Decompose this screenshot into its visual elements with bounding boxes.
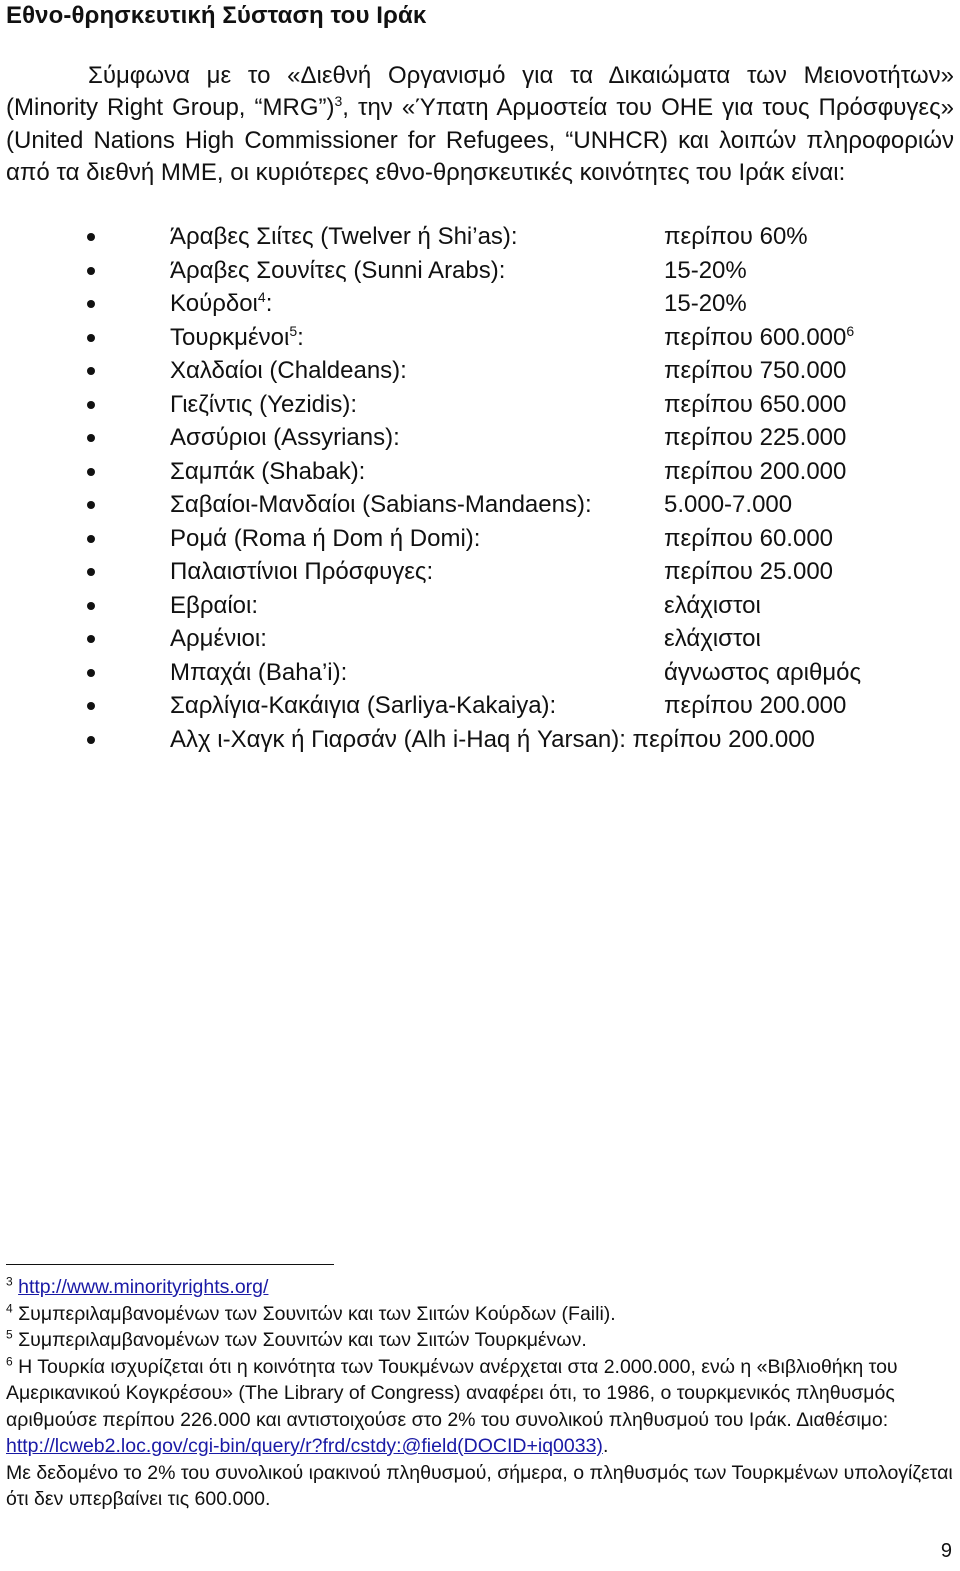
footnote-3 [6, 1274, 954, 1301]
group-name: Αλχ ι-Χαγκ ή Γιαρσάν (Alh i-Haq ή Yarsan): περίπου 200.000 [170, 725, 815, 753]
group-name: Σαρλίγια-Κακάιγια (Sarliya-Kakaiya): [170, 692, 557, 719]
footnote-4-text: Συμπεριλαμβανομένων των Σουνιτών και των Σιιτών Κούρδων (Faili). [18, 1302, 616, 1325]
footnotes [6, 1274, 954, 1513]
group-name: Χαλδαίοι (Chaldeans): [170, 357, 407, 384]
footnote-number: 3 [6, 1274, 13, 1289]
bullet-icon [87, 669, 95, 677]
groups-list [0, 220, 960, 756]
bullet-icon [87, 300, 95, 308]
footnote-3-link[interactable]: http://www.minorityrights.org/ [18, 1276, 269, 1298]
group-population: περίπου 200.000 [664, 457, 847, 485]
group-population: περίπου 60% [664, 223, 808, 250]
footnote-number: 5 [6, 1327, 13, 1342]
group-population: περίπου 25.000 [664, 558, 834, 585]
group-name: Σαβαίοι-Μανδαίοι (Sabians-Mandaens): [170, 491, 592, 518]
group-name: Κούρδοι$^4$: [170, 289, 273, 317]
bullet-icon [87, 501, 95, 509]
list-item [0, 287, 960, 321]
group-name: Εβραίοι: [170, 591, 259, 619]
bullet-icon [87, 434, 95, 442]
list-item [0, 321, 960, 355]
footnote-divider [6, 1264, 334, 1265]
footnote-number: 6 [6, 1354, 13, 1368]
intro-text-cont: , την «Ύπατη Αρμοστεία του ΟΗΕ για τους Πρόσφυγες» (United Nations High Commissioner for Refugees, “UNHCR) και λοιπών πληροφοριών από τα διεθνή ΜΜΕ, οι κυριότερες εθνο-θρησκευτικές κοινότητες του Ιράκ είναι: [6, 94, 955, 187]
group-name: Μπαχάι (Baha’i): [170, 658, 348, 686]
group-population: περίπου 200.000 [664, 692, 847, 719]
intro-text: Σύμφωνα με το «Διεθνή Οργανισμό για τα Δικαιώματα των Μειονοτήτων» (Minority Right Group, “MRG”) [6, 62, 954, 122]
bullet-icon [87, 702, 95, 710]
list-item [0, 421, 960, 455]
footnote-6-punct: . [602, 1435, 609, 1457]
group-name: Παλαιστίνιοι Πρόσφυγες: [170, 558, 434, 585]
list-item [0, 455, 960, 489]
footnote-6-text: Η Τουρκία ισχυρίζεται ότι η κοινότητα των Τουκμένων ανέρχεται στα 2.000.000, ενώ η «Βιβλιοθήκη του Αμερικανικού Κογκρέσου» (The Library of Congress) αναφέρει ότι, το 1986, ο τουρκμενικός πληθυσμός αριθμούσε περίπου 226.000 και αντιστοιχούσε στο 2% του συνολικού πληθυσμού του Ιράκ. Διαθέσιμο: [6, 1355, 898, 1431]
list-item [0, 488, 960, 522]
intro-paragraph [6, 60, 954, 190]
list-item [0, 656, 960, 690]
group-population: περίπου 225.000 [664, 424, 847, 451]
page-title: Εθνο-θρησκευτική Σύσταση του Ιράκ [6, 2, 427, 29]
group-population: 15-20% [664, 290, 747, 317]
footnote-number: 4 [6, 1301, 13, 1315]
bullet-icon [87, 401, 95, 409]
group-name: Σαμπάκ (Shabak): [170, 457, 366, 485]
footnote-ref: 6 [846, 322, 855, 339]
group-name: Ρομά (Roma ή Dom ή Domi): [170, 524, 481, 552]
footnote-5 [6, 1327, 954, 1354]
group-population: περίπου 600.000$^6$ [664, 322, 855, 351]
list-item [0, 723, 960, 757]
list-item [0, 689, 960, 723]
bullet-icon [87, 233, 95, 241]
group-population: 15-20% [664, 256, 747, 284]
list-item [0, 354, 960, 388]
bullet-icon [87, 468, 95, 476]
footnote-6-extra: Με δεδομένο το 2% του συνολικού ιρακινού πληθυσμού, σήμερα, ο πληθυσμός των Τουρκμένων υπολογίζεται ότι δεν υπερβαίνει τις 600.000. [6, 1461, 953, 1510]
bullet-icon [87, 568, 95, 576]
group-population: περίπου 750.000 [664, 357, 847, 384]
group-population: περίπου 650.000 [664, 390, 847, 418]
group-name: Ασσύριοι (Assyrians): [170, 424, 400, 451]
footnote-ref-3: 3 [334, 93, 343, 110]
bullet-icon [87, 635, 95, 643]
bullet-icon [87, 367, 95, 375]
footnote-ref: 5 [289, 322, 298, 339]
bullet-icon [87, 535, 95, 543]
list-item [0, 555, 960, 589]
group-name: Άραβες Σιίτες (Twelver ή Shi’as): [170, 223, 518, 250]
list-item [0, 254, 960, 288]
group-name: Αρμένιοι: [170, 625, 267, 652]
group-population: άγνωστος αριθμός [664, 658, 862, 686]
bullet-icon [87, 334, 95, 342]
bullet-icon [87, 602, 95, 610]
bullet-icon [87, 267, 95, 275]
group-population: περίπου 60.000 [664, 524, 834, 552]
group-name: Τουρκμένοι$^5$: [170, 322, 304, 351]
list-item [0, 589, 960, 623]
footnote-4 [6, 1301, 954, 1328]
group-name: Γιεζίντις (Yezidis): [170, 390, 357, 418]
list-item [0, 388, 960, 422]
footnote-ref: 4 [257, 289, 266, 305]
list-item [0, 622, 960, 656]
footnote-5-text: Συμπεριλαμβανομένων των Σουνιτών και των Σιιτών Τουρκμένων. [18, 1329, 587, 1351]
list-item [0, 220, 960, 254]
group-population: 5.000-7.000 [664, 491, 793, 518]
group-name: Άραβες Σουνίτες (Sunni Arabs): [170, 256, 506, 284]
list-item [0, 522, 960, 556]
footnote-6 [6, 1354, 954, 1460]
page-number: 9 [940, 1540, 952, 1562]
bullet-icon [87, 736, 95, 744]
group-population: ελάχιστοι [664, 625, 761, 652]
group-population: ελάχιστοι [664, 591, 761, 619]
footnote-6-link[interactable]: http://lcweb2.loc.gov/cgi-bin/query/r?frd/cstdy:@field(DOCID+iq0033) [6, 1435, 603, 1457]
